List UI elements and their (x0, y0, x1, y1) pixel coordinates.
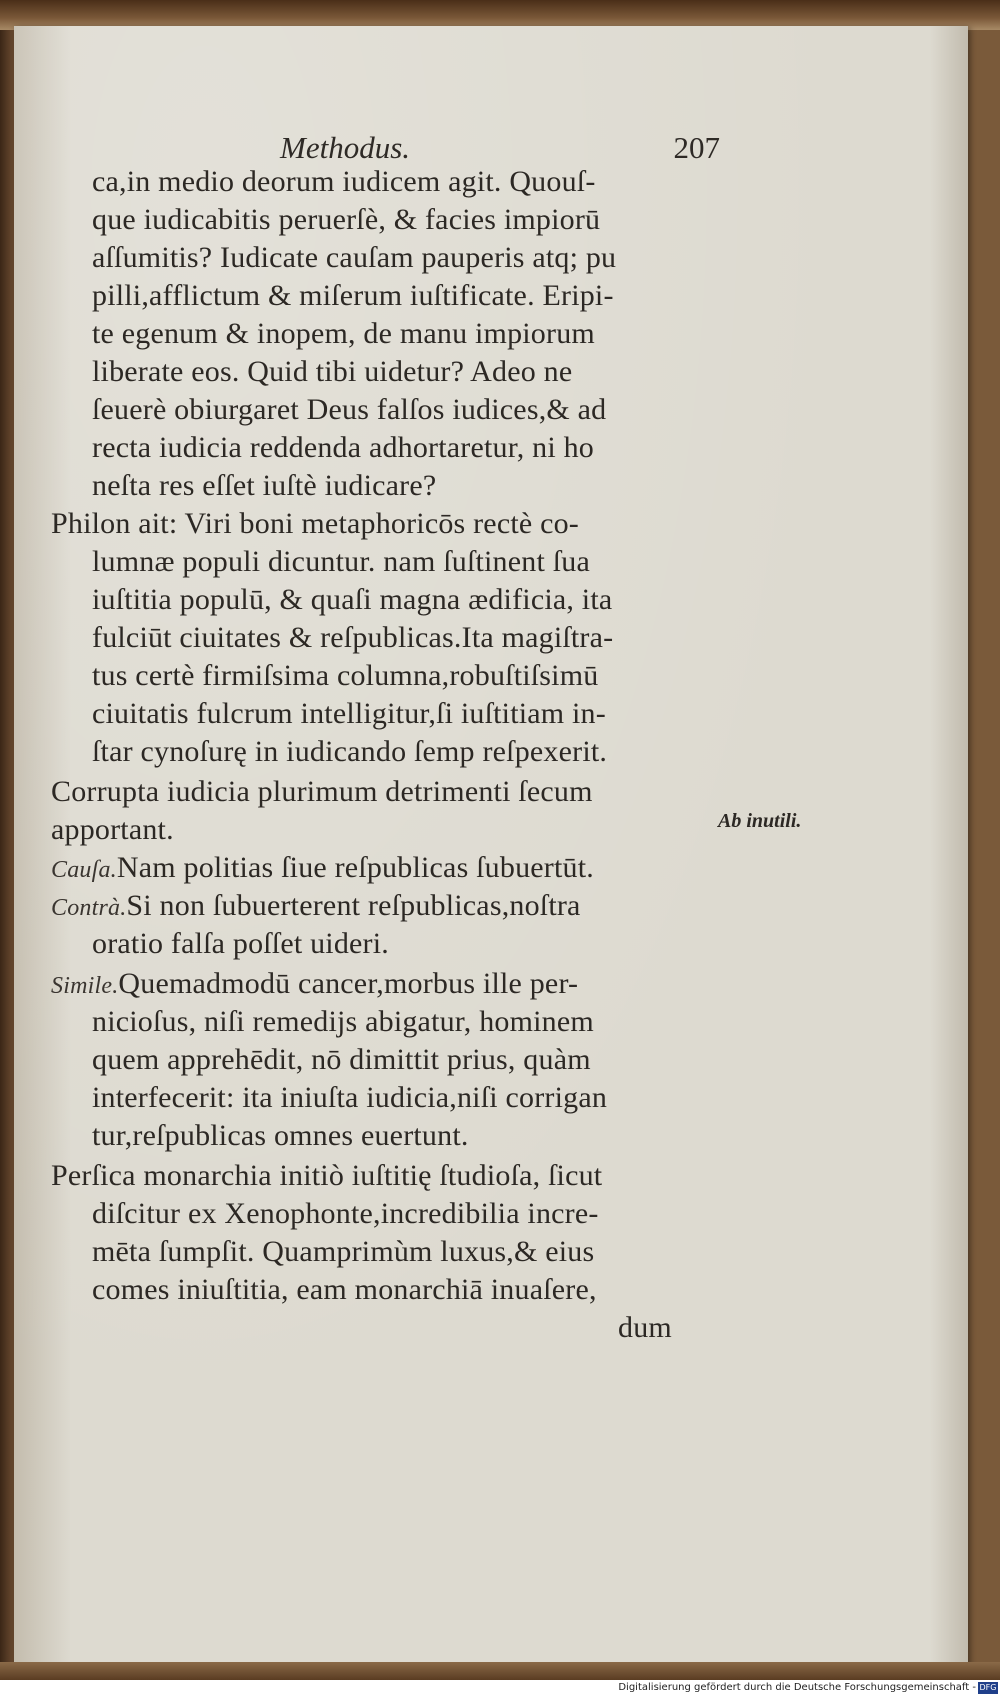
rubric-label: Simile. (51, 973, 119, 999)
text-line: ſeuerè obiurgaret Deus falſos iudices,& ad (92, 393, 607, 426)
text-line: Contrà.Si non ſubuerterent reſpublicas,noſtra (51, 889, 581, 922)
text-line: aſſumitis? Iudicate cauſam pauperis atq; pu (92, 241, 617, 274)
text-line: comes iniuſtitia, eam monarchiā inuaſere, (92, 1273, 597, 1306)
text-line: ca,in medio deorum iudicem agit. Quouſ- (92, 165, 596, 198)
text-line: nicioſus, niſi remedijs abigatur, hominem (92, 1005, 594, 1038)
text-line: que iudicabitis peruerſè, & facies impiorū (92, 203, 601, 236)
text-line: tus certè firmiſsima columna,robuſtiſsimū (92, 659, 599, 692)
text-line: Corrupta iudicia plurimum detrimenti ſecum (51, 775, 593, 808)
text-line: recta iudicia reddenda adhortaretur, ni ho (92, 431, 594, 464)
text-line: neſta res eſſet iuſtè iudicare? (92, 469, 437, 502)
text-line: Philon ait: Viri boni metaphoricōs rectè co- (51, 507, 579, 540)
margin-note: Ab inutili. (718, 810, 802, 832)
text-line: iuſtitia populū, & quaſi magna ædificia, ita (92, 583, 613, 616)
dfg-logo-icon: DFG (979, 1683, 997, 1692)
text-line: fulciūt ciuitates & reſpublicas.Ita magiſtra- (92, 621, 614, 654)
text-line: diſcitur ex Xenophonte,incredibilia incre- (92, 1197, 599, 1230)
rubric-label: Contrà. (51, 895, 127, 921)
text-line: Perſica monarchia initiò iuſtitię ſtudioſa, ſicut (51, 1159, 603, 1192)
text-line: liberate eos. Quid tibi uidetur? Adeo ne (92, 355, 573, 388)
text-line: mēta ſumpſit. Quamprimùm luxus,& eius (92, 1235, 595, 1268)
text-line: lumnæ populi dicuntur. nam ſuſtinent ſua (92, 545, 590, 578)
catchword: dum (618, 1311, 672, 1344)
text-line: quem apprehēdit, nō dimittit prius, quàm (92, 1043, 591, 1076)
text-line: ciuitatis fulcrum intelligitur,ſi iuſtitiam in- (92, 697, 606, 730)
page-number: 207 (673, 130, 720, 165)
text-line: Simile.Quemadmodū cancer,morbus ille per- (51, 967, 579, 1000)
text-line: apportant. (51, 813, 174, 846)
book-page (14, 26, 968, 1666)
text-line: Cauſa.Nam politias ſiue reſpublicas ſubuertūt. (51, 851, 594, 884)
text-line: oratio falſa poſſet uideri. (92, 927, 389, 960)
text-line: te egenum & inopem, de manu impiorum (92, 317, 595, 350)
running-head: Methodus. (280, 130, 411, 165)
text-line: interfecerit: ita iniuſta iudicia,niſi corrigan (92, 1081, 608, 1114)
rubric-label: Cauſa. (51, 857, 117, 883)
footer-credit: Digitalisierung gefördert durch die Deutsche Forschungsgemeinschaft - (618, 1682, 976, 1693)
text-line: ſtar cynoſurę in iudicando ſemp reſpexerit. (92, 735, 608, 768)
book-bottom-edge (0, 1662, 1000, 1680)
text-line: pilli,afflictum & miſerum iuſtificate. Eripi- (92, 279, 614, 312)
text-line: tur,reſpublicas omnes euertunt. (92, 1119, 469, 1152)
